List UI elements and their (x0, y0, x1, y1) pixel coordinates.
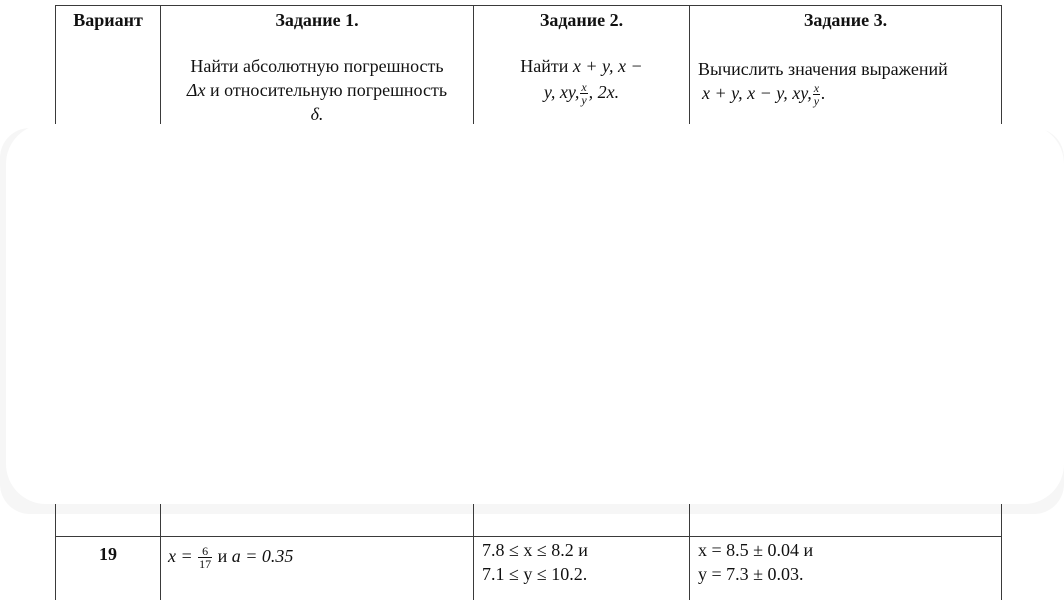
table-right-border (1001, 5, 1002, 125)
task-1-line-2 (161, 78, 473, 102)
row-19-right-border (1001, 504, 1002, 600)
task-2-expr-1: x + y, x − (572, 56, 643, 76)
row-19-task-3-line-1: x = 8.5 ± 0.04 и (698, 540, 814, 560)
task-3-period: . (821, 83, 826, 103)
row-19-variant: 19 (99, 544, 117, 564)
task-2-line-1 (474, 54, 689, 78)
header-task-2: Задание 2. (539, 10, 624, 30)
row-19-task-1-a-value: a = 0.35 (231, 546, 294, 566)
task-1-line-3: δ. (310, 104, 324, 124)
row-19-task-3-line-2: y = 7.3 ± 0.03. (698, 564, 804, 584)
row-19-task-1-and: и (213, 546, 232, 566)
row-19-task-1-fraction-den: 17 (199, 557, 212, 572)
row-19-task-1-x: x = (168, 546, 193, 566)
task-1-text (161, 54, 473, 126)
row-19-col-divider-2 (473, 504, 474, 600)
header-variant: Вариант (73, 10, 143, 30)
task-2-expr-2b: , 2x. (588, 82, 620, 102)
row-19-col-divider-1 (160, 504, 161, 600)
header-task-3: Задание 3. (803, 10, 888, 30)
task-2-fraction-num: x (581, 80, 587, 95)
row-19-task-3 (698, 538, 998, 586)
overlay-blob (6, 124, 1064, 504)
task-2-expr-2a: y, xy, (543, 82, 580, 102)
task-3-line-2 (698, 81, 998, 107)
task-3-text (698, 57, 998, 107)
row-19-col-divider-3 (689, 504, 690, 600)
header-task-1: Задание 1. (275, 10, 359, 30)
row-19-task-2-line-2: 7.1 ≤ y ≤ 10.2. (482, 564, 588, 584)
task-3-fraction-num: x (813, 81, 820, 96)
task-1-delta-x: Δx (186, 80, 206, 100)
task-3-line-1: Вычислить значения выражений (698, 59, 948, 79)
task-2-text (474, 54, 689, 106)
task-2-line-2 (474, 80, 689, 106)
table-top-border (55, 5, 1002, 6)
task-3-fraction-den: y (813, 94, 820, 109)
task-3-fraction (813, 82, 820, 107)
row-19-task-1 (168, 544, 468, 570)
task-2-fraction (580, 81, 587, 106)
row-19-task-2 (482, 538, 687, 586)
task-1-relative-text: и относительную погрешность (205, 80, 448, 100)
row-19-task-1-fraction (198, 545, 212, 570)
row-19-task-2-line-1: 7.8 ≤ x ≤ 8.2 и (482, 540, 588, 560)
task-2-prefix: Найти (520, 56, 573, 76)
row-19-task-1-fraction-num: 6 (198, 545, 212, 558)
task-3-expr: x + y, x − y, xy, (702, 83, 812, 103)
task-1-line-1: Найти абсолютную погрешность (190, 56, 444, 76)
task-2-fraction-den: y (581, 93, 587, 108)
row-19-top-border (55, 536, 1002, 537)
